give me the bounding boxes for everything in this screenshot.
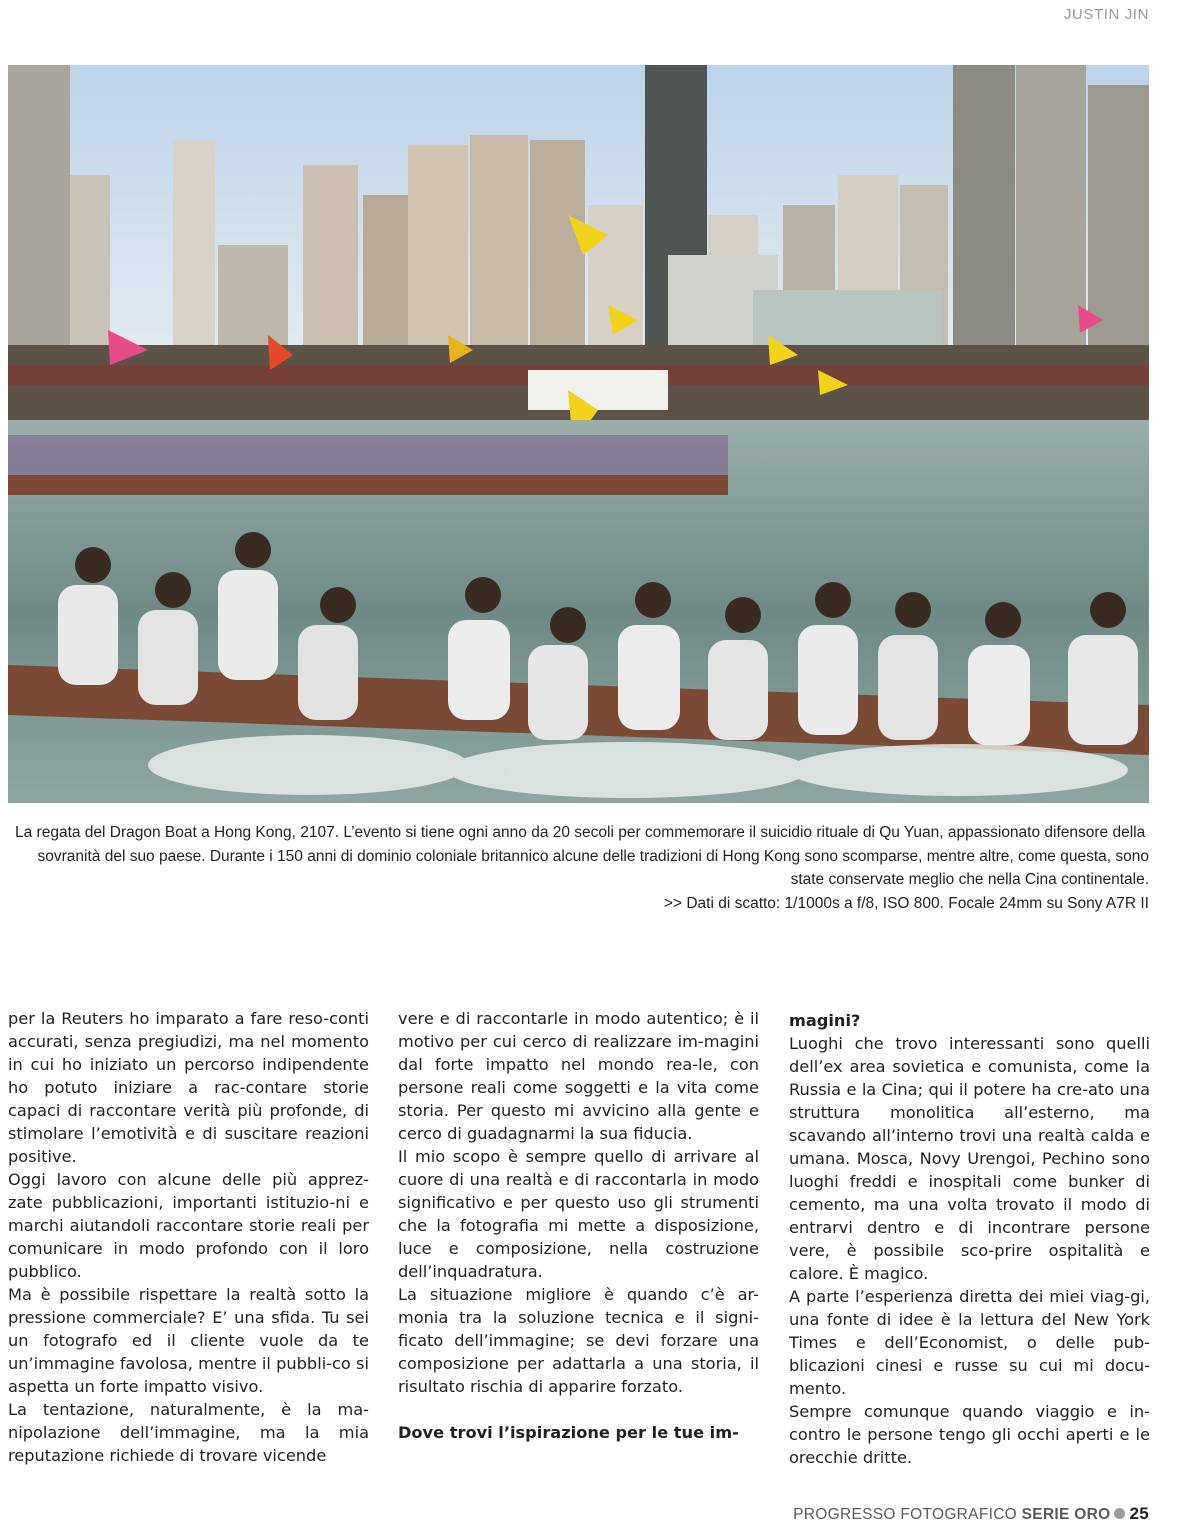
interview-question-end: magini? (789, 1011, 861, 1030)
dragon-boat-photo (8, 65, 1149, 803)
paragraph: Ma è possibile rispettare la realtà sotto la pressione commerciale? E’ una sfida. Tu sei un fotografo ed il cliente vuole da te un’immagine favolosa, mentre il pubbli-co si aspetta un forte impatto visivo. (8, 1285, 369, 1396)
article-column-1 (8, 1007, 369, 1467)
series-name: SERIE ORO (1021, 1506, 1111, 1523)
water-splash (148, 735, 1128, 798)
interview-question: Dove trovi l’ispirazione per le tue im- (398, 1423, 739, 1442)
photo-caption (15, 821, 1149, 915)
shooting-data: >> Dati di scatto: 1/1000s a f/8, ISO 800. Focale 24mm su Sony A7R II (663, 894, 1149, 912)
caption-line-3: state conservate meglio che nella Cina continentale. (790, 871, 1149, 888)
article-column-3 (789, 1009, 1150, 1469)
page-number: 25 (1129, 1504, 1149, 1523)
paragraph: Luoghi che trovo interessanti sono quelli dell’ex area sovietica e comunista, come la Russia e la Cina; qui il potere ha cre-ato una struttura monolitica all’esterno, ma scavando all’interno trovi una realtà calda e umana. Mosca, Novy Urengoi, Pechino sono luoghi freddi e inospitali come bunker di cemento, ma una volta trovato il modo di entrarvi dentro e di incontrare persone vere, è possibile sco-prire ospitalità e calore. È magico. (789, 1034, 1150, 1283)
paragraph: A parte l’esperienza diretta dei miei viag-gi, una fonte di idee è la lettura del New York Times e dell’Economist, o delle pub-blicazioni cinesi e russe su cui mi docu-mento. (789, 1287, 1150, 1398)
paragraph: per la Reuters ho imparato a fare reso-conti accurati, senza pregiudizi, ma nel momento in cui ho iniziato un percorso indipendente ho potuto iniziare a rac-contare storie capaci di raccontare verità più profonde, di stimolare l’emotività e di suscitare reazioni positive. (8, 1009, 369, 1166)
paragraph: La situazione migliore è quando c’è ar-monia tra la soluzione tecnica e il signi-ficato dell’immagine; se devi forzare una composizione per adattarla a una storia, il risultato rischia di apparire forzato. (398, 1285, 759, 1396)
caption-line-2: sovranità del suo paese. Durante i 150 anni di dominio coloniale britannico alcune delle tradizioni di Hong Kong sono scomparse, mentre altre, come questa, sono (37, 847, 1149, 865)
bullet-dot-icon (1114, 1508, 1125, 1519)
author-credit: JUSTIN JIN (1063, 6, 1149, 23)
article-column-2 (398, 1007, 759, 1444)
distant-dragon-boat (8, 475, 728, 495)
photo-illustration (8, 65, 1149, 803)
paragraph-spacer (398, 1398, 759, 1421)
paragraph: La tentazione, naturalmente, è la ma-nipolazione dell’immagine, ma la mia reputazione richiede di trovare vicende (8, 1400, 369, 1465)
page-footer (793, 1504, 1149, 1524)
paragraph: vere e di raccontarle in modo autentico; è il motivo per cui cerco di realizzare im-magini dal forte impatto nel mondo rea-le, con persone reali come soggetti e la vita come storia. Per questo mi avvicino alla gente e cerco di guadagnarmi la sua fiducia. (398, 1009, 759, 1143)
paragraph: Il mio scopo è sempre quello di arrivare al cuore di una realtà e di raccontarla in modo significativo e per questo uso gli strumenti che la fotografia mi mette a disposizione, luce e composizione, nella costruzione dell’inquadratura. (398, 1147, 759, 1281)
caption-line-1: La regata del Dragon Boat a Hong Kong, 2107. L’evento si tiene ogni anno da 20 secoli per commemorare il suicidio rituale di Qu Yuan, appassionato difensore della (15, 824, 1146, 841)
magazine-name: PROGRESSO FOTOGRAFICO (793, 1506, 1018, 1523)
paragraph: Oggi lavoro con alcune delle più apprez-zate pubblicazioni, importanti istituzio-ni e marchi aiutandoli raccontare storie reali per comunicare in modo profondo con il loro pubblico. (8, 1170, 369, 1281)
paragraph: Sempre comunque quando viaggio e in-contro le persone tengo gli occhi aperti e le orecchie dritte. (789, 1402, 1150, 1467)
